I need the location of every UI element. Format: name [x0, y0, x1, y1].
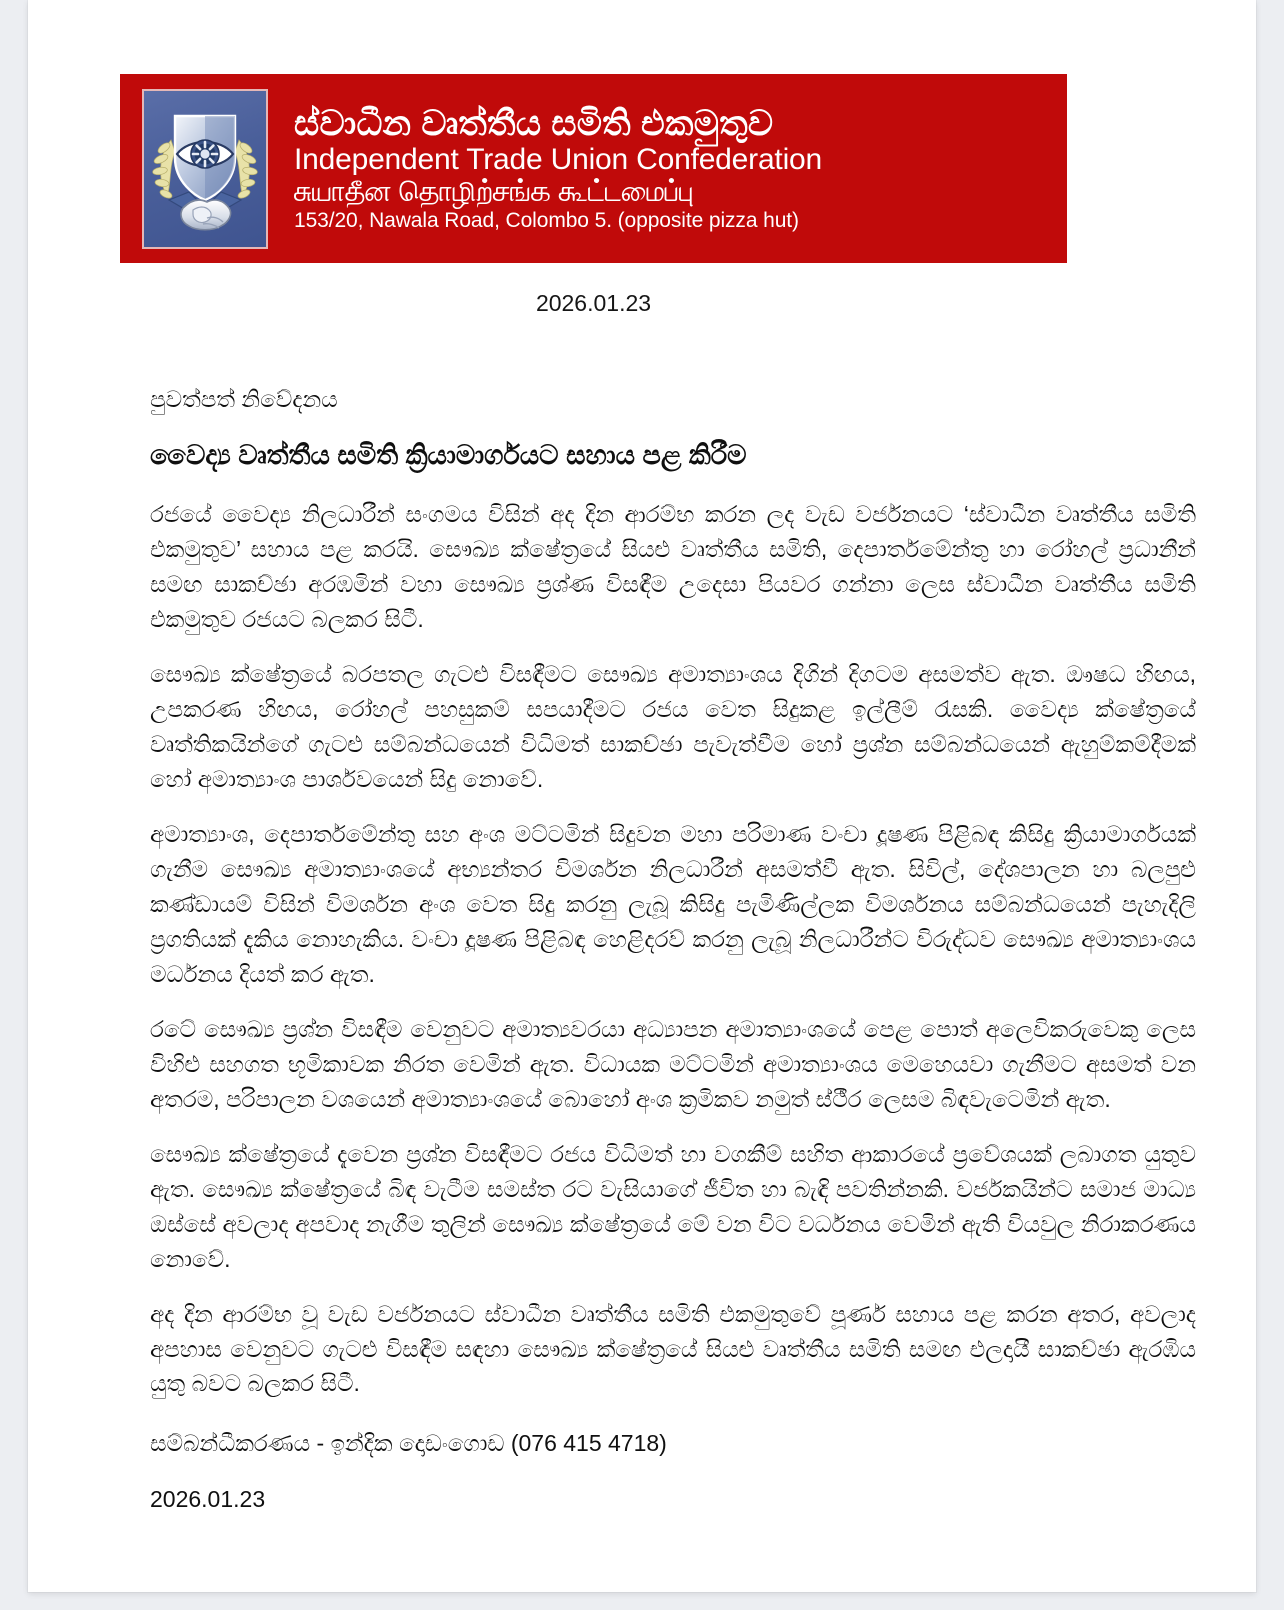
body-paragraph: රටේ සෞඛ්‍ය ප්‍රශ්න විසඳීම වෙනුවට අමාත්‍යවරයා අධ්‍යාපන අමාත්‍යාංශයේ පෙළ පොත් අලෙවිකරුවෙකු ලෙස විහිළු සහගත භූමිකාවක නිරත වෙමින් ඇත. විධායක මට්ටමින් අමාත්‍යාංශය මෙහෙයවා ගැනීමට අසමත් වන අතරම, පරිපාලන වශයෙන් අමාත්‍යාංශයේ බොහෝ අංශ ක්‍රමිකව නමුත් ස්ථීර ලෙසම බිඳවැටෙමින් ඇත. [150, 1015, 1196, 1112]
body-paragraph: අද දින ආරම්භ වූ වැඩ වර්ජනයට ස්වාධීන වෘත්තීය සමිති එකමුතුවේ පූර්ණ සහාය පළ කරන අතර, අවලාද අපහාස වෙනුවට ගැටළු විසඳීම සඳහා සෞඛ්‍ය ක්ෂේත්‍රයේ සියළු වෘත්තීය සමිති සමඟ එලදායී සාකච්ඡා ඇරඹිය යුතු බවට බලකර සිටී. [150, 1300, 1196, 1397]
page-title: වෛද්‍ය වෘත්තීය සමිති ක්‍රියාමාර්ගයට සහාය පළ කිරීම [150, 440, 747, 471]
org-address: 153/20, Nawala Road, Colombo 5. (opposite pizza hut) [294, 208, 799, 232]
body-paragraph: අමාත්‍යාංශ, දෙපාර්තමේන්තු සහ අංශ මට්ටමින් සිදුවන මහා පරිමාණ වංචා දූෂණ පිළිබඳ කිසිදු ක්‍රියාමාර්ගයක් ගැනීම සෞඛ්‍ය අමාත්‍යාංශයේ අභ්‍යන්තර විමර්ශන නිලධාරීන් අසමත්වී ඇත. සිවිල්, දේශපාලන හා බලපුළු කණ්ඩායම් විසින් විමර්ශන අංශ වෙත සිදු කරනු ලැබූ කිසිදු පැමිණිල්ලක විමර්ශනය සම්බන්ධයෙන් පැහැදිලි ප්‍රගතියක් දැකිය නොහැකිය. වංචා දූෂණ පිළිබඳ හෙළිදරව් කරනු ලැබූ නිලධාරීන්ට විරුද්ධව සෞඛ්‍ය අමාත්‍යාංශය මර්ධනය දියත් කර ඇත. [150, 821, 1196, 987]
laurel-wreath-left [152, 140, 175, 200]
document-body [148, 384, 1196, 1516]
laurel-wreath-right [235, 140, 258, 200]
contact-line: සම්බන්ධීකරණය - ඉන්දික දොඩංගොඩ (076 415 4718) [150, 1430, 667, 1457]
body-paragraph: සෞඛ්‍ය ක්ෂේත්‍රයේ බරපතල ගැටළු විසඳීමට සෞඛ්‍ය අමාත්‍යාංශය දිගින් දිගටම අසමත්ව ඇත. ඖෂධ හිඟය, උපකරණ හිඟය, රෝහල් පහසුකම් සපයාදීමට රජය වෙත සිදුකළ ඉල්ලීම් රැසකි. වෛද්‍ය ක්ෂේත්‍රයේ වෘත්තිකයින්ගේ ගැටළු සම්බන්ධයෙන් විධිමත් සාකච්ඡා පැවැත්වීම හෝ ප්‍රශ්න සම්බන්ධයෙන් ඇහුම්කම්දීමක් හෝ අමාත්‍යාංශ පාර්ශවයෙන් සිදු නොවේ. [150, 661, 1196, 793]
document-page [28, 0, 1256, 1592]
trade-union-emblem [142, 89, 268, 249]
org-name-english: Independent Trade Union Confederation [294, 143, 823, 177]
body-paragraph: සෞඛ්‍ය ක්ෂේත්‍රයේ දැවෙන ප්‍රශ්න විසඳීමට රජය විධිමත් හා වගකීම් සහිත ආකාරයේ ප්‍රවේශයක් ලබාගත යුතුව ඇත. සෞඛ්‍ය ක්ෂේත්‍රයේ බිඳ වැටීම සමස්ත රට වැසියාගේ ජීවිත හා බැඳි පවතින්නකි. වර්ජකයින්ට සමාජ මාධ්‍ය ඔස්සේ අවලාද අපවාද නැගීම තුලින් සෞඛ්‍ය ක්ෂේත්‍රයේ මේ වන විට වර්ධනය වෙමින් ඇති වියවුල නිරාකරණය නොවේ. [150, 1140, 1196, 1272]
press-release-label: පුවත්පත් නිවේදනය [150, 386, 338, 412]
gear-icon [193, 142, 217, 166]
document-date-top: 2026.01.23 [535, 290, 652, 316]
letterhead-banner [120, 74, 1067, 263]
letterhead-text-block [268, 105, 1057, 232]
org-name-sinhala: ස්වාධීන වෘත්තීය සමිති එකමුතුව [294, 105, 774, 144]
body-paragraph: රජයේ වෛද්‍ය නිලධාරීන් සංගමය විසින් අද දින ආරම්භ කරන ලද වැඩ වර්ජනයට ‘ස්වාධීන වෘත්තීය සමිති එකමුතුව’ සහාය පළ කරයි. සෞඛ්‍ය ක්ෂේත්‍රයේ සියළු වෘත්තීය සමිති, දෙපාර්තමේන්තු හා රෝහල් ප්‍රධානීන් සමඟ සාකච්ඡා අරඹමින් වහා සෞඛ්‍ය ප්‍රශ්ණ විසඳීම උදෙසා පියවර ගන්නා ලෙස ස්වාධීන වෘත්තීය සමිති එකමුතුව රජයට බලකර සිටී. [150, 501, 1196, 633]
org-name-tamil: சுயாதீன தொழிற்சங்க கூட்டமைப்பு [294, 175, 694, 208]
document-date-bottom: 2026.01.23 [150, 1485, 266, 1512]
